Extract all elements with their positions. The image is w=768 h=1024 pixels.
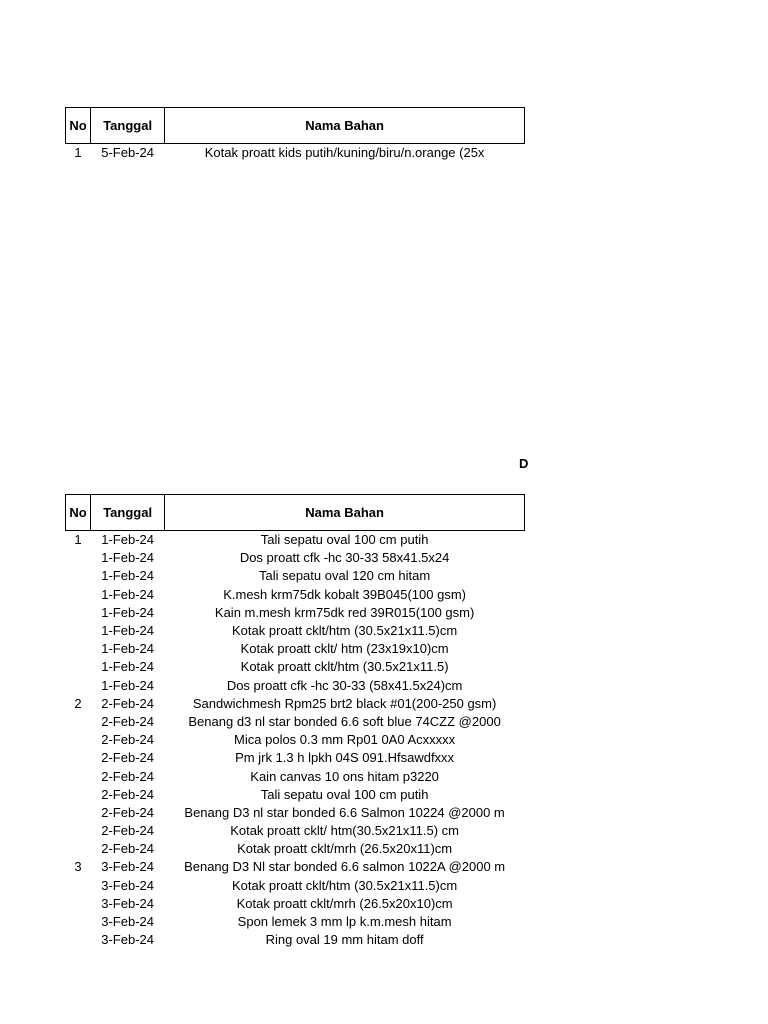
row-no-cell [66,604,91,622]
table-row [66,567,525,585]
material-table-1 [65,107,525,162]
table-row [66,858,525,876]
row-date-cell: 1-Feb-24 [101,659,154,675]
row-date-cell: 2-Feb-24 [101,732,154,748]
row-material-name-cell: Kotak proatt cklt/mrh (26.5x20x11)cm [237,841,453,857]
row-material-name-cell: Kotak proatt cklt/htm (30.5x21x11.5)cm [232,877,458,893]
row-date-cell: 1-Feb-24 [101,604,154,620]
row-no-cell: 1 [74,532,82,548]
row-no-cell [66,877,91,895]
row-date-cell: 3-Feb-24 [101,895,154,911]
table-row [66,877,525,895]
row-no-cell: 3 [74,859,82,875]
row-material-name-cell: Kotak proatt kids putih/kuning/biru/n.orange (25x [204,145,485,161]
table-row [66,786,525,804]
header-date: Tanggal [91,495,165,531]
row-date-cell: 2-Feb-24 [101,768,154,784]
row-material-name-cell: Sandwichmesh Rpm25 brt2 black #01(200-250 gsm) [192,695,497,711]
row-date-cell: 3-Feb-24 [101,859,154,875]
row-no-cell: 2 [74,695,82,711]
table-row [66,695,525,713]
table-row [66,913,525,931]
row-no-cell [66,913,91,931]
header-date: Tanggal [91,108,165,144]
row-date-cell: 2-Feb-24 [101,823,154,839]
row-no-cell [66,749,91,767]
table-row [66,144,525,163]
row-material-name-cell: Dos proatt cfk -hc 30-33 (58x41.5x24)cm [226,677,463,693]
table-row [66,658,525,676]
row-no-cell [66,767,91,785]
row-material-name-cell: Benang d3 nl star bonded 6.6 soft blue 74CZZ @2000 [188,713,501,729]
row-date-cell: 2-Feb-24 [101,713,154,729]
row-material-name-cell: Pm jrk 1.3 h lpkh 04S 091.Hfsawdfxxx [235,750,455,766]
row-no-cell [66,931,91,949]
row-material-name-cell: Kotak proatt cklt/ htm(30.5x21x11.5) cm [230,823,459,839]
row-date-cell: 3-Feb-24 [101,932,154,948]
table-row [66,531,525,550]
row-material-name-cell: Kotak proatt cklt/ htm (23x19x10)cm [240,641,449,657]
row-date-cell: 2-Feb-24 [101,786,154,802]
row-date-cell: 5-Feb-24 [101,145,154,161]
row-date-cell: 2-Feb-24 [101,804,154,820]
row-material-name-cell: Tali sepatu oval 100 cm putih [260,786,429,802]
row-no-cell [66,895,91,913]
row-date-cell: 1-Feb-24 [101,677,154,693]
header-no: No [66,495,91,531]
row-material-name-cell: K.mesh krm75dk kobalt 39B045(100 gsm) [223,586,466,602]
row-material-name-cell: Kain m.mesh krm75dk red 39R015(100 gsm) [214,604,475,620]
row-material-name-cell: Benang D3 Nl star bonded 6.6 salmon 1022A @2000 m [184,859,506,875]
row-no-cell: 1 [74,145,82,161]
row-date-cell: 1-Feb-24 [101,550,154,566]
header-material-name: Nama Bahan [165,495,525,531]
row-date-cell: 3-Feb-24 [101,877,154,893]
row-date-cell: 2-Feb-24 [101,750,154,766]
row-material-name-cell: Kotak proatt cklt/mrh (26.5x20x10)cm [236,895,453,911]
header-no: No [66,108,91,144]
row-no-cell [66,622,91,640]
table-row [66,822,525,840]
row-date-cell: 1-Feb-24 [101,641,154,657]
row-no-cell [66,804,91,822]
row-material-name-cell: Ring oval 19 mm hitam doff [265,932,424,948]
row-no-cell [66,640,91,658]
row-no-cell [66,786,91,804]
material-table-2 [65,494,525,949]
table-header-row [66,108,525,144]
row-no-cell [66,822,91,840]
row-date-cell: 2-Feb-24 [101,695,154,711]
table-body [66,531,525,950]
table-row [66,840,525,858]
row-no-cell [66,731,91,749]
row-material-name-cell: Kain canvas 10 ons hitam p3220 [250,768,439,784]
table-row [66,677,525,695]
row-material-name-cell: Dos proatt cfk -hc 30-33 58x41.5x24 [239,550,450,566]
row-date-cell: 2-Feb-24 [101,841,154,857]
table-row [66,586,525,604]
row-date-cell: 3-Feb-24 [101,914,154,930]
row-material-name-cell: Tali sepatu oval 120 cm hitam [258,568,431,584]
table-row [66,804,525,822]
row-material-name-cell: Spon lemek 3 mm lp k.m.mesh hitam [237,914,452,930]
table-row [66,604,525,622]
row-no-cell [66,549,91,567]
row-no-cell [66,586,91,604]
row-no-cell [66,567,91,585]
row-date-cell: 1-Feb-24 [101,568,154,584]
row-no-cell [66,677,91,695]
table-body [66,144,525,163]
table-row [66,713,525,731]
row-material-name-cell: Kotak proatt cklt/htm (30.5x21x11.5)cm [232,623,458,639]
row-material-name-cell: Mica polos 0.3 mm Rp01 0A0 Acxxxxx [234,732,456,748]
row-no-cell [66,658,91,676]
table-row [66,931,525,949]
table-row [66,767,525,785]
table-row [66,731,525,749]
table-row [66,895,525,913]
row-material-name-cell: Kotak proatt cklt/htm (30.5x21x11.5) [240,659,449,675]
row-date-cell: 1-Feb-24 [101,586,154,602]
row-material-name-cell: Tali sepatu oval 100 cm putih [260,532,429,548]
table-header-row [66,495,525,531]
row-no-cell [66,840,91,858]
table-row [66,622,525,640]
row-date-cell: 1-Feb-24 [101,623,154,639]
table-row [66,749,525,767]
row-date-cell: 1-Feb-24 [101,532,154,548]
row-material-name-cell: Benang D3 nl star bonded 6.6 Salmon 10224 @2000 m [184,804,505,820]
header-material-name: Nama Bahan [165,108,525,144]
row-no-cell [66,713,91,731]
cut-off-heading-letter: D [519,456,529,471]
table-row [66,549,525,567]
table-row [66,640,525,658]
